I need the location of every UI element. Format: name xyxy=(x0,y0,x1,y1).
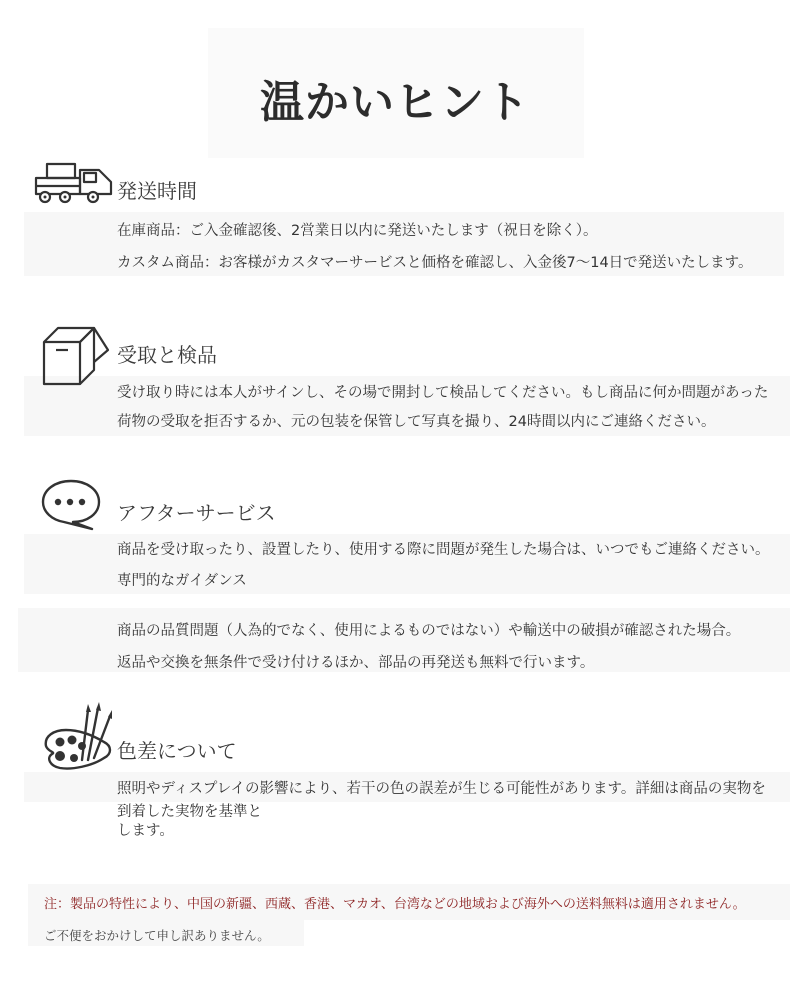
section-heading-receipt: 受取と検品 xyxy=(117,343,217,367)
section-text-line: します。 xyxy=(117,823,174,839)
paint-palette-icon xyxy=(38,702,118,772)
section-text-line: 受け取り時には本人がサインし、その場で開封して検品してください。もし商品に何か問題があった xyxy=(117,385,769,401)
truck-icon xyxy=(33,160,119,206)
chat-bubble-icon xyxy=(40,478,102,532)
shipping-exclusion-note: 注：製品の特性により、中国の新疆、西蔵、香港、マカオ、台湾などの地域および海外への送料無料は適用されません。 xyxy=(44,897,746,912)
apology-note: ご不便をおかけして申し訳ありません。 xyxy=(44,928,270,943)
section-heading-color-difference: 色差について xyxy=(117,739,237,763)
section-text-line: 専門的なガイダンス xyxy=(117,573,247,589)
section-text-line: 返品や交換を無条件で受け付けるほか、部品の再発送も無料で行います。 xyxy=(117,655,595,671)
section-text-line: 商品を受け取ったり、設置したり、使用する際に問題が発生した場合は、いつでもご連絡ください。 xyxy=(117,542,770,558)
section-heading-after-service: アフターサービス xyxy=(117,501,276,525)
section-text-line: 在庫商品：ご入金確認後、2営業日以内に発送いたします（祝日を除く）。 xyxy=(117,223,598,239)
box-icon xyxy=(40,322,112,388)
page-title: 温かいヒント xyxy=(260,77,530,128)
section-text-line: 荷物の受取を拒否するか、元の包装を保管して写真を撮り、24時間以内にご連絡ください。 xyxy=(117,414,716,430)
section-text-line: 商品の品質問題（人為的でなく、使用によるものではない）や輸送中の破損が確認された場合。 xyxy=(117,623,741,639)
section-text-line: 到着した実物を基準と xyxy=(117,804,262,820)
section-text-line: 照明やディスプレイの影響により、若干の色の誤差が生じる可能性があります。詳細は商品の実物を xyxy=(117,781,766,797)
section-text-line: カスタム商品：お客様がカスタマーサービスと価格を確認し、入金後7〜14日で発送いたします。 xyxy=(117,255,753,271)
section-heading-shipping: 発送時間 xyxy=(117,179,197,203)
